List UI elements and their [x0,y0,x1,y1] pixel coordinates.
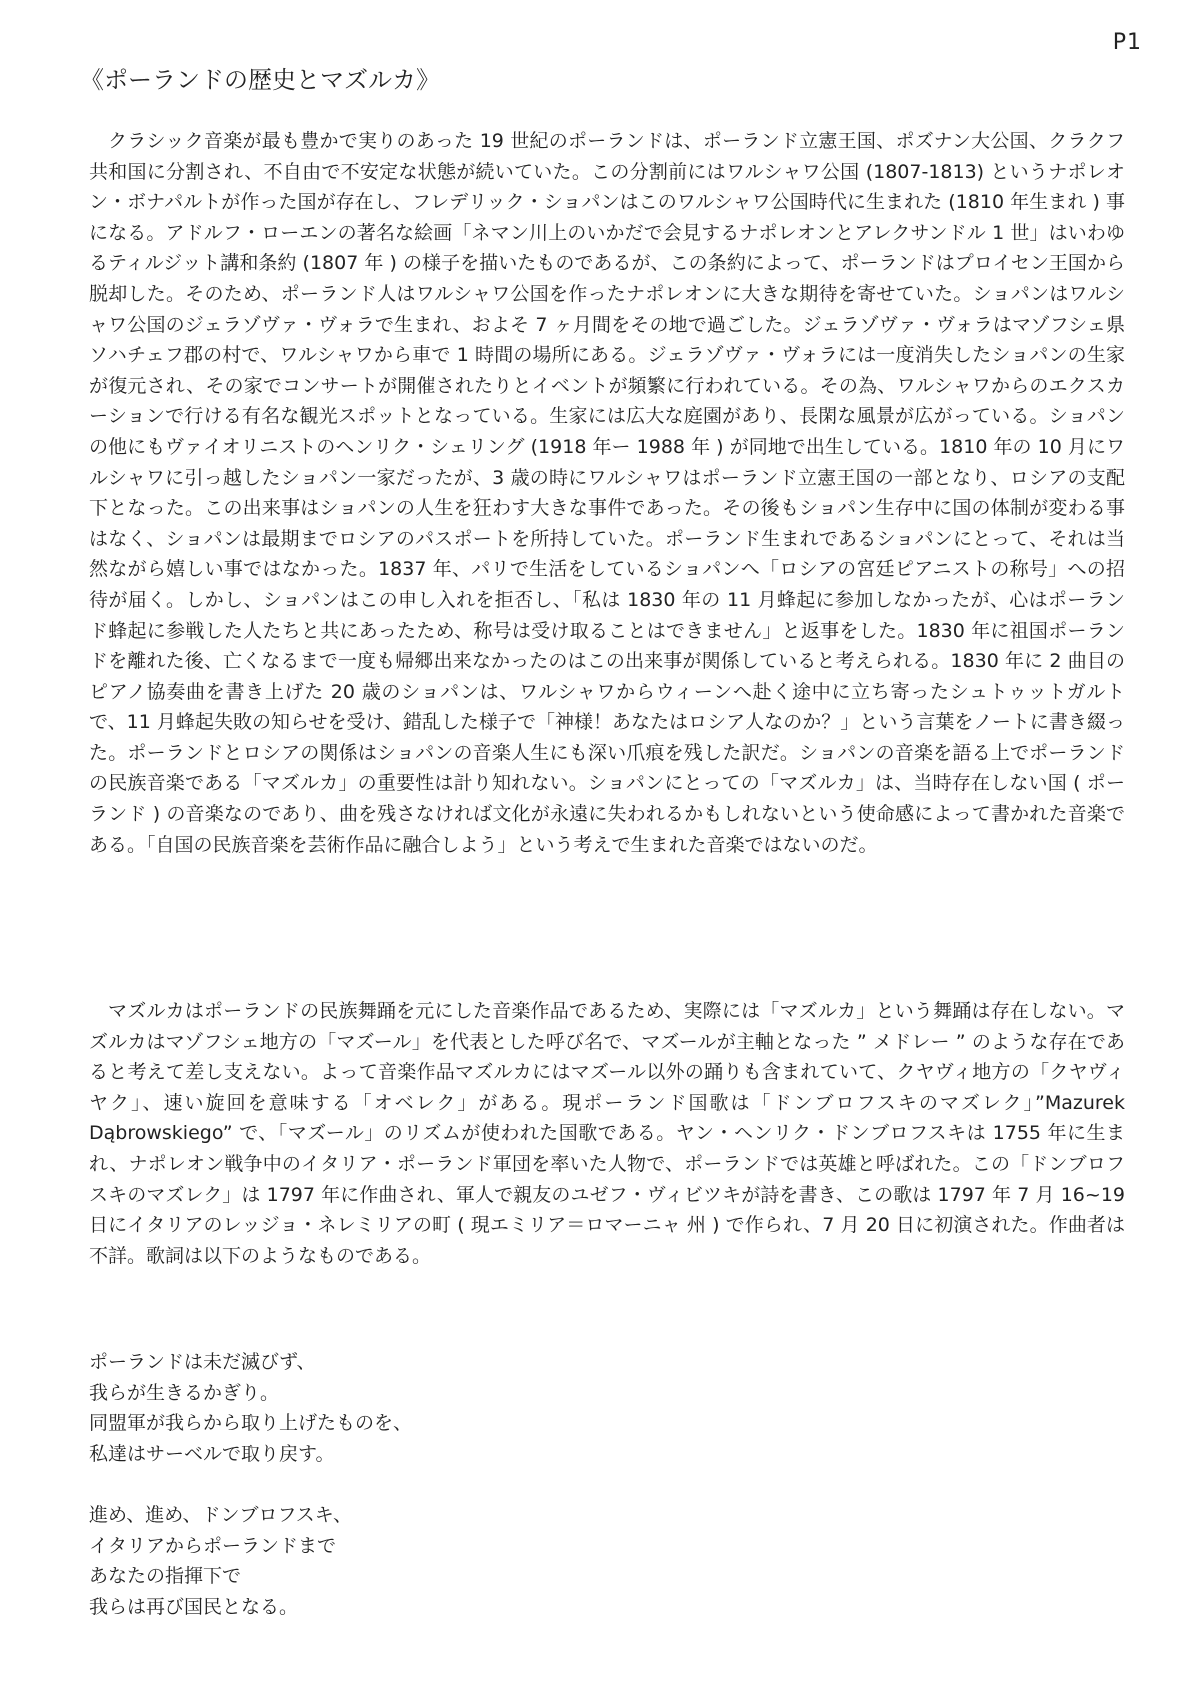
paragraph-text: クラシック音楽が最も豊かで実りのあった 19 世紀のポーランドは、ポーランド立憲王国、ポズナン大公国、クラクフ共和国に分割され、不自由で不安定な状態が続いていた。この分割前にはワルシャワ公国 (1807-1813) というナポレオン・ボナパルトが作った国が存在し、フレデリック・ショパンはこのワルシャワ公国時代に生まれた (1810 年生まれ ) 事になる。アドルフ・ローエンの著名な絵画「ネマン川上のいかだで会見するナポレオンとアレクサンドル 1 世」はいわゆるティルジット講和条約 (1807 年 ) の様子を描いたものであるが、この条約によって、ポーランドはプロイセン王国から脱却した。そのため、ポーランド人はワルシャワ公国を作ったナポレオンに大きな期待を寄せていた。ショパンはワルシャワ公国のジェラゾヴァ・ヴォラで生まれ、およそ 7 ヶ月間をその地で過ごした。ジェラゾヴァ・ヴォラはマゾフシェ県ソハチェフ郡の村で、ワルシャワから車で 1 時間の場所にある。ジェラゾヴァ・ヴォラには一度消失したショパンの生家が復元され、その家でコンサートが開催されたりとイベントが頻繁に行われている。その為、ワルシャワからのエクスカーションで行ける有名な観光スポットとなっている。生家には広大な庭園があり、長閑な風景が広がっている。ショパンの他にもヴァイオリニストのヘンリク・シェリング (1918 年ー 1988 年 ) が同地で出生している。1810 年の 10 月にワルシャワに引っ越したショパン一家だったが、3 歳の時にワルシャワはポーランド立憲王国の一部となり、ロシアの支配下となった。この出来事はショパンの人生を狂わす大きな事件であった。その後もショパン生存中に国の体制が変わる事はなく、ショパンは最期までロシアのパスポートを所持していた。ポーランド生まれであるショパンにとって、それは当然ながら嬉しい事ではなかった。1837 年、パリで生活をしているショパンへ「ロシアの宮廷ピアニストの称号」への招待が届く。しかし、ショパンはこの申し入れを拒否し、「私は 1830 年の 11 月蜂起に参加しなかったが、心はポーランド蜂起に参戦した人たちと共にあったため、称号は受け取ることはできません」と返事をした。1830 年に祖国ポーランドを離れた後、亡くなるまで一度も帰郷出来なかったのはこの出来事が関係していると考えられる。1830 年に 2 曲目のピアノ協奏曲を書き上げた 20 歳のショパンは、ワルシャワからウィーンへ赴く途中に立ち寄ったシュトゥットガルトで、11 月蜂起失敗の知らせを受け、錯乱した様子で「神様！あなたはロシア人なのか？」という言葉をノートに書き綴った。ポーランドとロシアの関係はショパンの音楽人生にも深い爪痕を残した訳だ。ショパンの音楽を語る上でポーランドの民族音楽である「マズルカ」の重要性は計り知れない。ショパンにとっての「マズルカ」は、当時存在しない国 ( ポーランド ) の音楽なのであり、曲を残さなければ文化が永遠に失われるかもしれないという使命感によって書かれた音楽である。「自国の民族音楽を芸術作品に融合しよう」という考えで生まれた音楽ではないのだ。 [89,130,1125,856]
document-title: 《ポーランドの歴史とマズルカ》 [80,66,440,94]
page-number: P1 [1112,30,1142,55]
lyric-line: あなたの指揮下で [89,1565,242,1588]
body-paragraph-1 [89,126,1125,860]
paragraph-text: マズルカはポーランドの民族舞踊を元にした音楽作品であるため、実際には「マズルカ」という舞踊は存在しない。マズルカはマゾフシェ地方の「マズール」を代表とした呼び名で、マズールが主軸となった ” メドレー ” のような存在であると考えて差し支えない。よって音楽作品マズルカにはマズール以外の踊りも含まれていて、クヤヴィ地方の「クヤヴィヤク」、速い旋回を意味する「オベレク」がある。現ポーランド国歌は「ドンブロフスキのマズレク」”Mazurek Dąbrowskiego” で、「マズール」のリズムが使われた国歌である。ヤン・ヘンリク・ドンブロフスキは 1755 年に生まれ、ナポレオン戦争中のイタリア・ポーランド軍団を率いた人物で、ポーランドでは英雄と呼ばれた。この「ドンブロフスキのマズレク」は 1797 年に作曲され、軍人で親友のユゼフ・ヴィビツキが詩を書き、この歌は 1797 年 7 月 16~19 日にイタリアのレッジョ・ネレミリアの町 ( 現エミリア＝ロマーニャ 州 ) で作られ、7 月 20 日に初演された。作曲者は不詳。歌詞は以下のようなものである。 [89,1000,1125,1267]
anthem-stanza-2 [89,1500,352,1622]
body-paragraph-2 [89,996,1125,1271]
lyric-line: 同盟軍が我らから取り上げたものを、 [89,1412,413,1435]
lyric-line: イタリアからポーランドまで [89,1534,337,1557]
lyric-line: 進め、進め、ドンブロフスキ、 [89,1504,352,1526]
anthem-stanza-1 [89,1347,412,1469]
lyric-line: 私達はサーベルで取り戻す。 [89,1442,335,1465]
lyric-line: 我らは再び国民となる。 [89,1595,299,1618]
lyric-line: ポーランドは未だ滅びず、 [89,1351,316,1373]
lyric-line: 我らが生きるかぎり。 [89,1381,280,1404]
